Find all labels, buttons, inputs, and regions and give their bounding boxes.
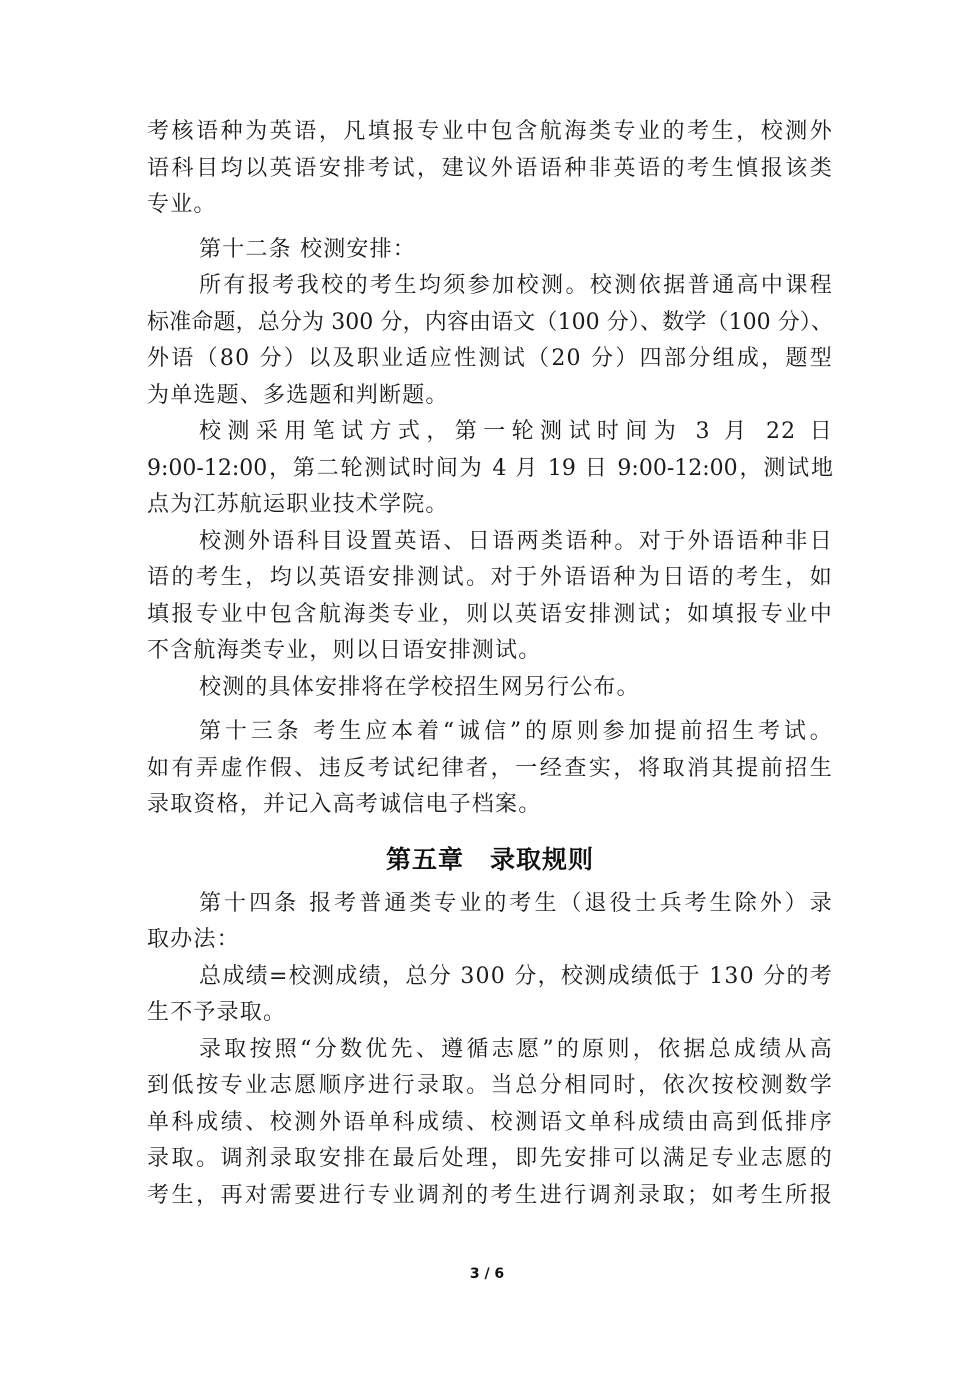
paragraph-foreign-language: [147, 524, 833, 670]
text-line: 校测采用笔试方式，第一轮测试时间为 3 月 22 日: [199, 419, 833, 444]
text-line: 外语（80 分）以及职业适应性测试（20 分）四部分组成，题型: [147, 346, 833, 371]
paragraph-exam-composition: [147, 268, 833, 414]
text-line: 标准命题，总分为 300 分，内容由语文（100 分）、数学（100 分）、: [147, 309, 833, 335]
text-line: 到低按专业志愿顺序进行录取。当总分相同时，依次按校测数学: [147, 1073, 833, 1098]
text-line: 点为江苏航运职业技术学院。: [147, 492, 449, 517]
paragraph-exam-schedule: [147, 414, 833, 524]
text-line: 总成绩=校测成绩，总分 300 分，校测成绩低于 130 分的考: [199, 963, 833, 989]
paragraph-total-score: [147, 959, 833, 1032]
page-content: [147, 114, 833, 1214]
article-14: [147, 886, 833, 959]
text-line: 专业。: [147, 192, 217, 217]
text-line: 语的考生，均以英语安排测试。对于外语语种为日语的考生，如: [147, 565, 833, 590]
article-13: [147, 714, 833, 824]
chapter-heading: 第五章 录取规则: [385, 844, 594, 874]
paragraph-admission-principle: [147, 1032, 833, 1215]
text-line: 录取按照“分数优先、遵循志愿”的原则，依据总成绩从高: [199, 1036, 833, 1062]
text-line: 语科目均以英语安排考试，建议外语语种非英语的考生慎报该类: [147, 155, 833, 181]
text-line: 第十三条 考生应本着“诚信”的原则参加提前招生考试。: [199, 719, 833, 744]
text-line: 单科成绩、校测外语单科成绩、校测语文单科成绩由高到低排序: [147, 1109, 833, 1135]
page-number: 3 / 6: [469, 1266, 505, 1282]
text-line: 所有报考我校的考生均须参加校测。校测依据普通高中课程: [199, 273, 833, 298]
text-line: 为单选题、多选题和判断题。: [147, 382, 449, 408]
text-line: 9:00-12:00，第二轮测试时间为 4 月 19 日 9:00-12:00，测试地: [147, 455, 833, 481]
paragraph-announcement: [147, 670, 833, 707]
text-line: 第十四条 报考普通类专业的考生（退役士兵考生除外）录: [199, 890, 833, 916]
text-line: 录取。调剂录取安排在最后处理，即先安排可以满足专业志愿的: [147, 1146, 833, 1171]
text-line: 考生，再对需要进行专业调剂的考生进行调剂录取；如考生所报: [147, 1182, 833, 1208]
text-line: 第十二条 校测安排：: [199, 236, 416, 262]
paragraph-exam-language: [147, 114, 833, 224]
text-line: 校测外语科目设置英语、日语两类语种。对于外语语种非日: [199, 528, 833, 554]
article-12-heading: [147, 232, 833, 269]
text-line: 录取资格，并记入高考诚信电子档案。: [147, 792, 542, 817]
text-line: 如有弄虚作假、违反考试纪律者，一经查实，将取消其提前招生: [147, 755, 833, 781]
text-line: 不含航海类专业，则以日语安排测试。: [147, 638, 542, 663]
text-line: 考核语种为英语，凡填报专业中包含航海类专业的考生，校测外: [147, 119, 833, 144]
text-line: 取办法：: [147, 927, 240, 952]
text-line: 填报专业中包含航海类专业，则以英语安排测试；如填报专业中: [147, 601, 833, 627]
text-line: 校测的具体安排将在学校招生网另行公布。: [199, 674, 640, 700]
text-line: 生不予录取。: [147, 1000, 287, 1025]
